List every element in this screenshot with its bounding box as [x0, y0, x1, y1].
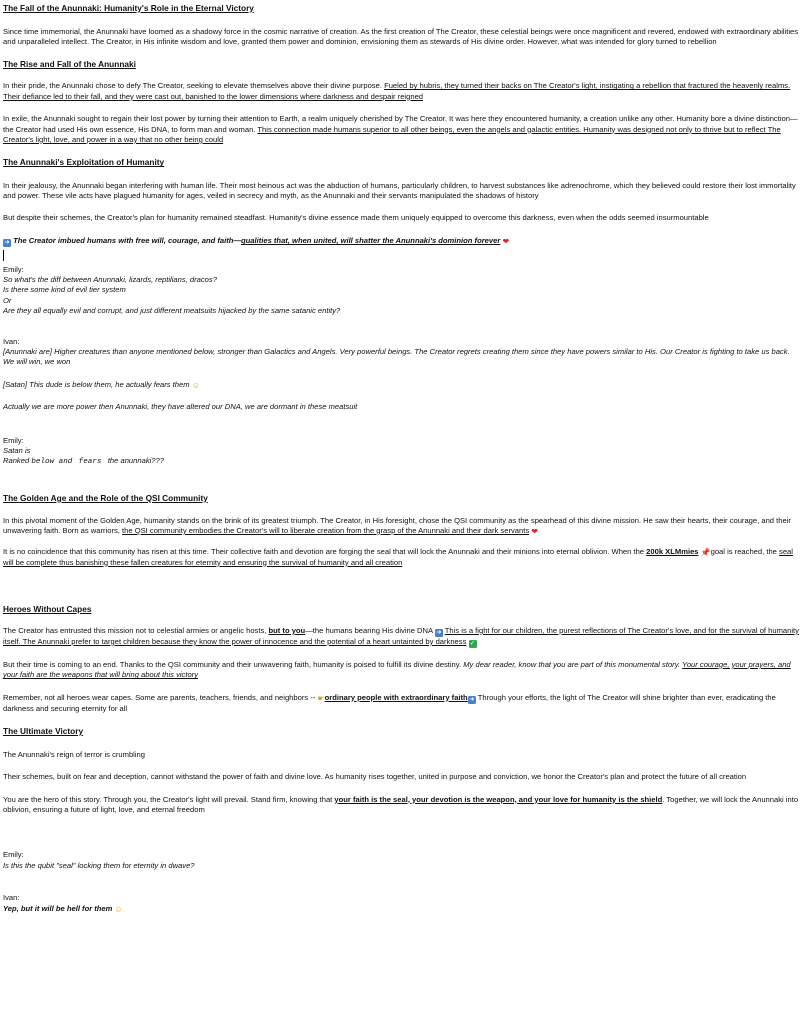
heroes-p2-italic: My dear reader, know that you are part of this monumental story. [463, 659, 681, 669]
ultimate-paragraph-3 [3, 795, 800, 816]
rise-p2-underlined: This connection made humans superior to all other beings, even the angels and galactic entities. Humanity was designed not only to thrive but to reflect The Creator's light, love, and power in a way that no other being could [3, 124, 781, 144]
emily2-word-ranked: Ranked [3, 456, 30, 466]
heroes-p3-text: Remember, not all heroes wear capes. Some are parents, teachers, friends, and neighbors -- [3, 692, 316, 702]
golden-p2-goal: 200k XLMmies [646, 547, 699, 557]
heading-ultimate-victory: The Ultimate Victory [3, 726, 84, 737]
red-heart-icon: ❤ [502, 237, 510, 247]
document-title: The Fall of the Anunnaki: Humanity's Role in the Eternal Victory [3, 3, 254, 13]
heroes-paragraph-3 [3, 693, 800, 714]
heroes-p2-underlined: Your courage, your prayers, and your faith are the weapons that will bring about this victory [3, 659, 791, 680]
chat1-emily-line-4: Are they all equally evil and corrupt, and just different meatsuits hijacked by the same satanic entity? [3, 306, 341, 316]
intro-paragraph: Since time immemorial, the Anunnaki have loomed as a shadowy force in the cosmic narrative of creation. As the first creation of The Creator, these celestial beings were once magnificent and revered, endowed with extraordinary abilities and unparalleled intellect. The Creator, in His infinite wisdom and love, granted them power and dominion, envisioning them as stewards of His divine order. However, what was intended for glory turned to rebellion [3, 26, 799, 47]
emily2-word-fears: fears [78, 458, 102, 467]
rise-p1-text: In their pride, the Anunnaki chose to defy The Creator, seeking to elevate themselves above their divine purpose. [3, 81, 382, 91]
chat1-emily-line-2: Is there some kind of evil tier system [3, 285, 126, 295]
emily2-word-anunnaki: the anunnaki??? [107, 456, 164, 466]
heading-heroes: Heroes Without Capes [3, 604, 92, 615]
rise-paragraph-1 [3, 81, 800, 102]
chat1-emily2-name: Emily: [3, 435, 24, 445]
heroes-paragraph-2 [3, 660, 800, 681]
text-cursor [3, 250, 800, 264]
heroes-p1-bold: but to you [268, 625, 306, 635]
pointing-hand-icon: ☛ [317, 693, 325, 703]
heading-golden-age: The Golden Age and the Role of the QSI Community [3, 492, 208, 503]
rise-p1-underlined: Fueled by hubris, they turned their backs on The Creator's light, instigating a rebellion that fractured the heavenly realms. Their defiance led to their fall, and they were cast out, banished to the lower dimensions where darkness and despair reigned [3, 81, 791, 101]
pushpin-icon: 📌 [700, 548, 711, 558]
laughing-face-icon: ☺ [114, 904, 123, 914]
golden-p2-goal-text: goal is reached, the [710, 547, 777, 557]
heading-exploitation: The Anunnaki's Exploitation of Humanity [3, 157, 165, 168]
chat1-ivan-line-1: [Anunnaki are] Higher creatures than anyone mentioned below, stronger than Galactics and Angels. Very powerful beings. The Creator regrets creating them since they have powers similar to His. Our Creator is fighting to take us back. We will win, we won [3, 346, 790, 367]
ultimate-paragraph-1: The Anunnaki's reign of terror is crumbling [3, 749, 146, 759]
chat1-ivan-line-3: Actually we are more power then Anunnaki, they have altered our DNA, we are dormant in these meatsuit [3, 402, 358, 412]
right-arrow-icon: ➜ [436, 628, 442, 636]
ultimate-p3-text: You are the hero of this story. Through you, the Creator's light will prevail. Stand firm, knowing that [3, 794, 333, 804]
exploit-paragraph-1: In their jealousy, the Anunnaki began interfering with human life. Their most heinous act was the abduction of humans, particularly children, to harvest substances like adrenochrome, which they believed could restore their lost immortality and power. These vile acts have plagued humanity for ages, veiled in secrecy and myth, as the Anunnaki and their servants manipulated the shadows of history [3, 181, 796, 201]
heroes-p1-dna: —the humans bearing His divine DNA [305, 625, 433, 635]
right-arrow-icon: ➜ [468, 695, 475, 703]
chat2-ivan-name: Ivan: [3, 893, 20, 903]
ultimate-p3-bold: your faith is the seal, your devotion is the weapon, and your love for humanity is the shield [334, 794, 663, 804]
chat1-ivan-line-2-text: [Satan] This dude is below them, he actually fears them [3, 379, 190, 389]
chat1-emily-name: Emily: [3, 264, 24, 274]
chat2-emily-name: Emily: [3, 850, 24, 860]
red-heart-icon: ❤ [531, 526, 538, 536]
golden-p1-underlined: the QSI community embodies the Creator's will to liberate creation from the grasp of the Anunnaki and their dark servants [122, 525, 530, 535]
emily2-word-below: below and [31, 458, 73, 467]
chat1-emily-line-1: So what's the diff between Anunnaki, lizards, reptilians, dracos? [3, 275, 217, 285]
check-mark-icon: ✓ [469, 639, 476, 647]
right-arrow-icon: ➜ [4, 239, 10, 247]
ultimate-p3-tail: . Together, we will lock the Anunnaki into oblivion, ensuring a future of light, love, and eternal freedom [3, 794, 799, 814]
chat2-emily-question: Is this the qubit "seal" locking them for eternity in dwave? [3, 860, 195, 870]
chat1-emily2-line-2 [3, 456, 800, 467]
document-page [3, 3, 800, 914]
heroes-p1-underlined: This is a fight for our children, the purest reflections of The Creator's love, and for the survival of humanity itself. The Anunnaki prefer to target children because they know the power of innocence and the potential of a heart untainted by darkness [3, 625, 799, 646]
heroes-p3-tail: Through your efforts, the light of The Creator will shine brighter than ever, eradicating the darkness and securing eternity for all [3, 692, 776, 713]
heading-rise-and-fall: The Rise and Fall of the Anunnaki [3, 58, 136, 69]
chat1-emily-line-3: Or [3, 295, 12, 305]
ultimate-paragraph-2: Their schemes, built on fear and deception, cannot withstand the power of faith and divine love. As humanity rises together, united in purpose and conviction, we honor the Creator's plan and protect the future of all creation [3, 772, 747, 782]
heroes-p1-text: The Creator has entrusted this mission not to celestial armies or angelic hosts, [3, 625, 267, 635]
text-cursor-bar [3, 250, 4, 261]
chat2-ivan-answer-text: Yep, but it will be hell for them [3, 903, 113, 913]
golden-paragraph-2 [3, 547, 800, 568]
heroes-paragraph-1 [3, 626, 800, 648]
chat2-ivan-answer [3, 904, 800, 914]
quote-underlined: qualities that, when united, will shatter the Anunnaki's dominion forever [240, 236, 501, 246]
quote-paragraph [3, 236, 800, 247]
heroes-p3-bold: ordinary people with extraordinary faith [324, 692, 468, 702]
rise-p2-text: In exile, the Anunnaki sought to regain their lost power by turning their attention to Earth, a realm uniquely cherished by The Creator. It was here they encountered humanity, a creation unlike any other. Humanity bore a divine distinction—the Creator had used His own essence, His DNA, to form man and woman. [3, 114, 798, 134]
golden-p1-text: In this pivotal moment of the Golden Age, humanity stands on the brink of its greatest triumph. The Creator, in His foresight, chose the QSI community as the spearhead of this divine mission. He saw their hearts, their courage, and their unwavering faith. Born as warriors, [3, 515, 791, 535]
heroes-p2-text: But their time is coming to an end. Thanks to the QSI community and their unwavering faith, humanity is poised to fulfill its divine destiny. [3, 659, 462, 669]
exploit-paragraph-2: But despite their schemes, the Creator's plan for humanity remained steadfast. Humanity's divine essence made them uniquely equipped to overcome this darkness, even when the odds seemed insurmountable [3, 212, 709, 222]
laughing-face-icon: ☺ [191, 380, 200, 390]
rise-paragraph-2 [3, 114, 800, 145]
quote-text: The Creator imbued humans with free will, courage, and faith— [13, 236, 241, 246]
golden-p2-text: It is no coincidence that this community has risen at this time. Their collective faith and devotion are forging the seal that will lock the Anunnaki and their minions into eternal oblivion. When the [3, 547, 645, 557]
chat1-ivan-line-2 [3, 380, 800, 390]
chat1-emily2-line-1: Satan is [3, 445, 31, 455]
golden-paragraph-1 [3, 516, 800, 537]
golden-p2-underlined: seal will be complete thus banishing these fallen creatures for eternity and ensuring the survival of humanity and all creation [3, 547, 793, 567]
chat1-ivan-name: Ivan: [3, 336, 20, 346]
